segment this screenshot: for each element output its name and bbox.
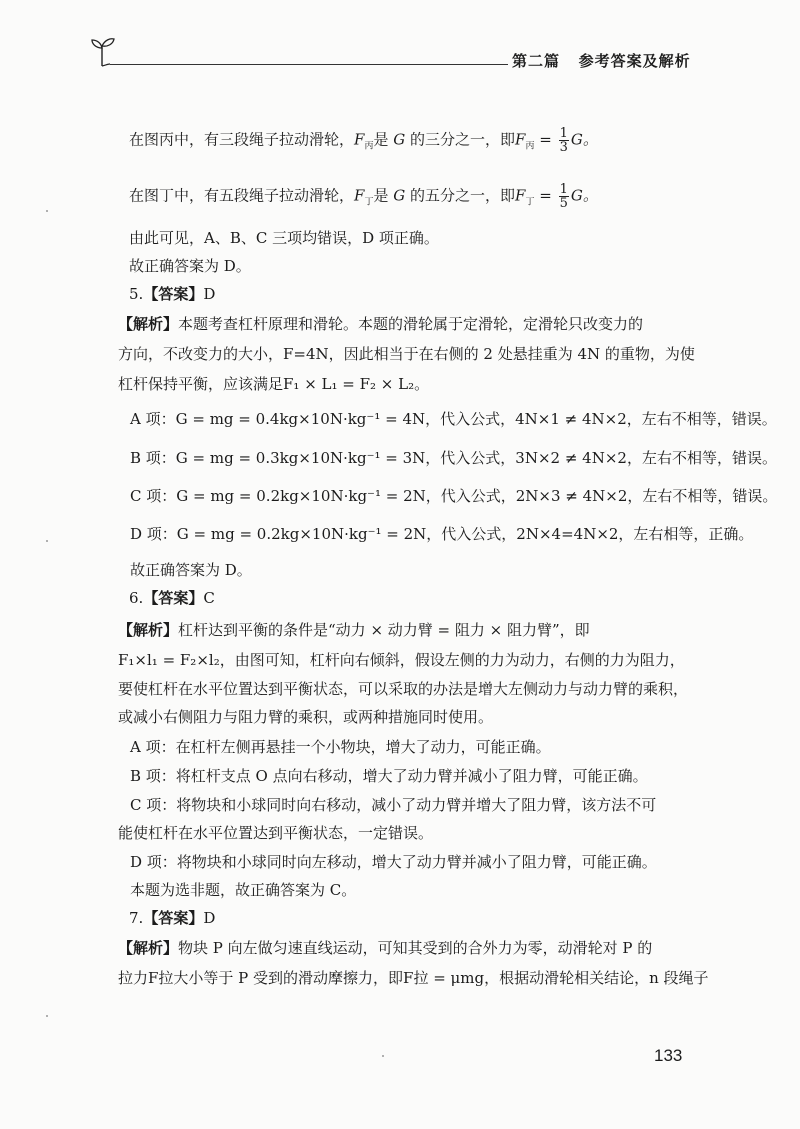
text-line: 本题为选非题，故正确答案为 C。 — [130, 881, 357, 899]
page-number: 133 — [654, 1046, 683, 1065]
text-line: 【解析】杠杆达到平衡的条件是“动力 × 动力臂 = 阻力 × 阻力臂”，即 — [118, 621, 590, 639]
fraction: $\frac{1}{5}$ — [559, 182, 568, 211]
sprout-icon — [88, 34, 118, 68]
header-rule — [110, 64, 508, 65]
option-line: D 项：将物块和小球同时向左移动，增大了动力臂并减小了阻力臂，可能正确。 — [130, 853, 657, 871]
option-line: C 项：G = mg = 0.2kg×10N·kg⁻¹ = 2N，代入公式，2N×3 ≠ 4N×2，左右不相等，错误。 — [130, 487, 778, 505]
text-line: 杠杆保持平衡，应该满足F₁ × L₁ = F₂ × L₂。 — [118, 375, 430, 393]
text-line: 拉力F拉大小等于 P 受到的滑动摩擦力，即F拉 = μmg，根据动滑轮相关结论，n 段绳子 — [118, 969, 709, 987]
text-line: F₁×l₁ = F₂×l₂，由图可知，杠杆向右倾斜，假设左侧的力为动力，右侧的力为阻力， — [118, 651, 685, 669]
scan-speck — [46, 540, 48, 542]
scan-speck — [382, 1055, 384, 1057]
text-line: 要使杠杆在水平位置达到平衡状态，可以采取的办法是增大左侧动力与动力臂的乘积， — [118, 680, 689, 698]
option-line: C 项：将物块和小球同时向右移动，减小了动力臂并增大了阻力臂，该方法不可 — [130, 796, 657, 814]
text-line: 【解析】物块 P 向左做匀速直线运动，可知其受到的合外力为零，动滑轮对 P 的 — [118, 939, 653, 957]
scan-speck — [46, 1015, 48, 1017]
option-line: A 项：在杠杆左侧再悬挂一个小物块，增大了动力，可能正确。 — [130, 738, 551, 756]
scan-speck — [46, 210, 48, 212]
option-line: D 项：G = mg = 0.2kg×10N·kg⁻¹ = 2N，代入公式，2N×4=4N×2，左右相等，正确。 — [130, 525, 754, 543]
answer-line: 7.【答案】D — [129, 909, 216, 927]
text-line: 能使杠杆在水平位置达到平衡状态，一定错误。 — [118, 824, 434, 842]
text-line: 【解析】本题考查杠杆原理和滑轮。本题的滑轮属于定滑轮，定滑轮只改变力的 — [118, 315, 644, 333]
option-line: B 项：G = mg = 0.3kg×10N·kg⁻¹ = 3N，代入公式，3N×2 ≠ 4N×2，左右不相等，错误。 — [130, 449, 777, 467]
text-line: 方向，不改变力的大小，F=4N，因此相当于在右侧的 2 处悬挂重为 4N 的重物，为使 — [118, 345, 695, 363]
text-line: 故正确答案为 D。 — [129, 257, 251, 275]
page-header — [0, 0, 800, 80]
answer-line: 6.【答案】C — [129, 589, 215, 607]
option-line: B 项：将杠杆支点 O 点向右移动，增大了动力臂并减小了阻力臂，可能正确。 — [130, 767, 648, 785]
answer-line: 5.【答案】D — [129, 285, 216, 303]
text-line: 故正确答案为 D。 — [130, 561, 252, 579]
text-line: 由此可见，A、B、C 三项均错误，D 项正确。 — [129, 229, 439, 247]
text-line: 在图丁中，有五段绳子拉动滑轮，$F_丁$是 G 的五分之一，即$F_丁$ = $\frac{1}{5}$ G。 — [129, 182, 598, 211]
fraction: $\frac{1}{3}$ — [559, 126, 568, 155]
text-line: 或减小右侧阻力与阻力臂的乘积，或两种措施同时使用。 — [118, 708, 494, 726]
section-title: 第二篇 参考答案及解析 — [512, 52, 691, 70]
text-line: 在图丙中，有三段绳子拉动滑轮，$F_丙$是 G 的三分之一，即$F_丙$ = $\frac{1}{3}$ G。 — [129, 126, 598, 155]
option-line: A 项：G = mg = 0.4kg×10N·kg⁻¹ = 4N，代入公式，4N×1 ≠ 4N×2，左右不相等，错误。 — [130, 410, 777, 428]
